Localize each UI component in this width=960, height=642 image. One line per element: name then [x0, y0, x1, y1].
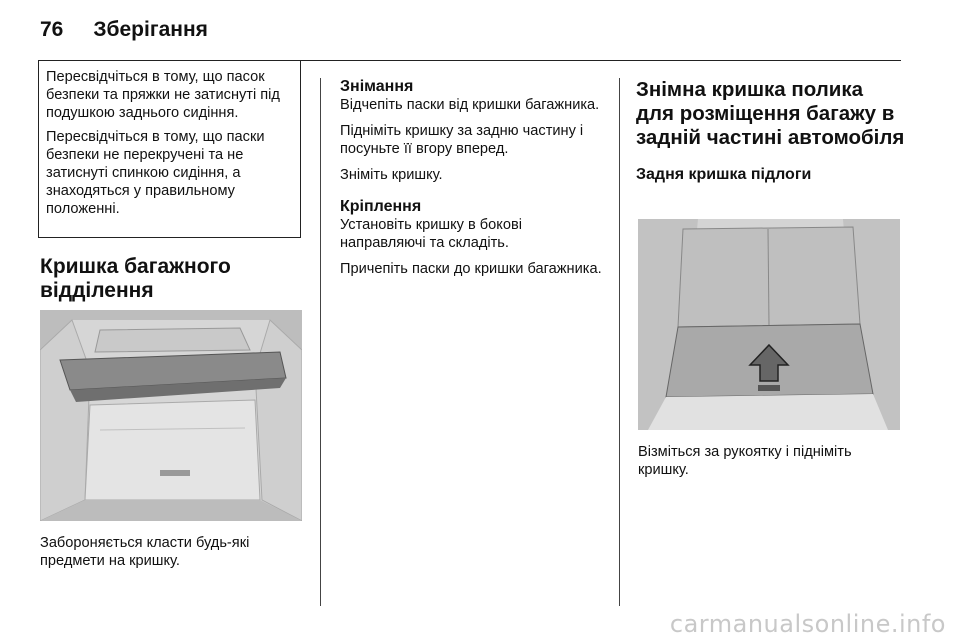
figure-caption-cover: Забороняється класти будь-які предмети на кришку. — [40, 535, 250, 569]
watermark-text: carmanualsonline.info — [669, 610, 946, 638]
install-step-2: Причепіть паски до кришки багажника. — [340, 261, 602, 277]
page-header — [40, 18, 208, 42]
subheading-install: Кріплення — [340, 198, 422, 215]
left-caption — [40, 534, 302, 578]
removal-step-1: Відчепіть паски від кришки багажника. — [340, 97, 600, 113]
install-step-1: Установіть кришку в бокові направляючі та складіть. — [340, 217, 522, 251]
warning-note-box — [38, 60, 301, 238]
section-heading-floor-cover: Знімна кришка полика для розміщення багажу в задній частині автомобіля — [636, 78, 905, 149]
left-column — [40, 255, 302, 303]
subheading-rear-floor-cover: Задня кришка підлоги — [636, 166, 812, 183]
column-divider-right — [619, 78, 620, 606]
section-heading-cover: Кришка багажного відділення — [40, 255, 231, 302]
column-divider-left — [320, 78, 321, 606]
removal-step-3: Зніміть кришку. — [340, 167, 443, 183]
figure-caption-floor-cover: Візміться за рукоятку і підніміть кришку. — [638, 444, 852, 478]
subheading-removal: Знімання — [340, 78, 414, 95]
note-paragraph-2: Пересвідчіться в тому, що паски безпеки не перекручені та не затиснуті спинкою сидіння, а знаходяться у правильному положенні. — [46, 129, 265, 217]
middle-column — [340, 78, 605, 286]
figure-floor-cover — [638, 219, 900, 430]
removal-step-2: Підніміть кришку за задню частину і посуньте її вгору вперед. — [340, 123, 584, 157]
page-number: 76 — [40, 18, 64, 41]
page-title: Зберігання — [93, 18, 208, 41]
right-column — [636, 78, 906, 184]
note-paragraph-1: Пересвідчіться в тому, що пасок безпеки та пряжки не затиснуті під подушкою заднього сидіння. — [46, 69, 280, 121]
figure-cargo-cover — [40, 310, 302, 521]
right-caption — [638, 443, 900, 487]
